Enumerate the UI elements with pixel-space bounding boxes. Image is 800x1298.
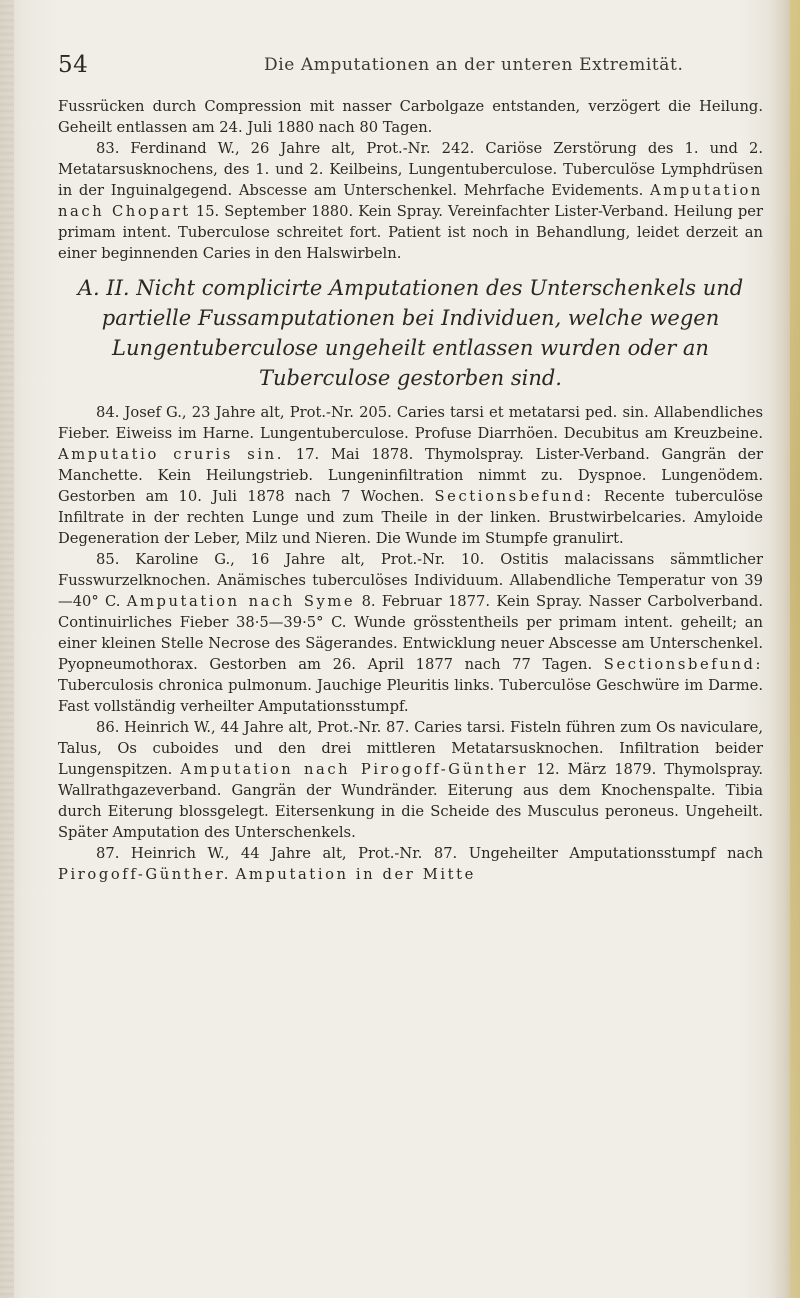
- case-86: [58, 717, 763, 843]
- page-header: [0, 52, 800, 82]
- case-85-text-c: Tuberculosis chronica pulmonum. Jauchige Pleuritis links. Tuberculöse Geschwüre im Darme. Fast vollständig verheilter Amputationsstumpf.: [58, 677, 763, 715]
- case-84: [58, 402, 763, 549]
- case-86-operation: Amputation nach Pirogoff-Günther: [180, 761, 529, 778]
- page-edge-discoloration: [790, 0, 800, 1298]
- page-binding-shadow: [0, 0, 14, 1298]
- running-title: Die Amputationen an der unteren Extremität.: [264, 55, 684, 75]
- case-87-text-a: 87. Heinrich W., 44 Jahre alt, Prot.-Nr. 87. Ungeheilter Amputationsstumpf nach: [96, 845, 763, 862]
- case-86-text-a: 86. Heinrich W., 44 Jahre alt, Prot.-Nr. 87. Caries tarsi. Fisteln führen zum Os naviculare, Talus, Os cuboides und den drei mittleren Metatarsusknochen. Infiltration beider Lungenspitzen.: [58, 719, 763, 778]
- case-83-text-b: 15. September 1880. Kein Spray. Vereinfachter Lister-Verband. Heilung per primam intent. Tuberculose schreitet fort. Patient ist noch in Behandlung, leidet derzeit an einer beginnenden Caries in den Halswirbeln.: [58, 203, 763, 262]
- section-heading: A. II. Nicht complicirte Amputationen des Unterschenkels und partielle Fussamputationen bei Individuen, welche wegen Lungentuberculose ungeheilt entlassen wurden oder an Tuberculose gestorben sind.: [77, 276, 744, 390]
- case-84-section-label: Sectionsbefund:: [434, 488, 594, 505]
- case-83: [58, 138, 763, 264]
- case-87-operation: Amputation in der Mitte: [235, 866, 476, 883]
- case-87: [58, 843, 763, 885]
- case-85-text-a: 85. Karoline G., 16 Jahre alt, Prot.-Nr. 10. Ostitis malacissans sämmtlicher Fusswurzelknochen. Anämisches tuberculöses Individuum. Allabendliche Temperatur von 39—40° C.: [58, 551, 763, 610]
- paragraph-continued-text: Fussrücken durch Compression mit nasser Carbolgaze entstanden, verzögert die Heilung. Geheilt entlassen am 24. Juli 1880 nach 80 Tagen.: [58, 98, 763, 136]
- page-number: 54: [58, 52, 89, 78]
- paragraph-continued: [58, 96, 763, 138]
- case-87-method: Pirogoff-Günther.: [58, 866, 231, 883]
- case-84-text-a: 84. Josef G., 23 Jahre alt, Prot.-Nr. 205. Caries tarsi et metatarsi ped. sin. Allabendliches Fieber. Eiweiss im Harne. Lungentuberculose. Profuse Diarrhöen. Decubitus am Kreuzbeine.: [58, 404, 763, 442]
- page-body: [58, 96, 763, 885]
- case-84-operation: Amputatio cruris sin.: [58, 446, 284, 463]
- case-86-text-b: 12. März 1879. Thymolspray. Wallrathgazeverband. Gangrän der Wundränder. Eiterung aus dem Knochenspalte. Tibia durch Eiterung blossgelegt. Eitersenkung in die Scheide des Musculus peroneus. Ungeheilt. Später Amputation des Unterschenkels.: [58, 761, 764, 841]
- case-85-operation: Amputation nach Syme: [126, 593, 356, 610]
- case-85-text-b: 8. Februar 1877. Kein Spray. Nasser Carbolverband. Continuirliches Fieber 38·5—39·5° C. Wunde grösstentheils per primam intent. geheilt; an einer kleinen Stelle Necrose des Sägerandes. Entwicklung neuer Abscesse am Unterschenkel. Pyopneumothorax. Gestorben am 26. April 1877 nach 77 Tagen.: [58, 593, 764, 673]
- case-85: [58, 549, 763, 717]
- case-84-text-c: Recente tuberculöse Infiltrate in der rechten Lunge und zum Theile in der linken. Brustwirbelcaries. Amyloide Degeneration der Leber, Milz und Nieren. Die Wunde im Stumpfe granulirt.: [58, 488, 763, 547]
- case-83-text-a: 83. Ferdinand W., 26 Jahre alt, Prot.-Nr. 242. Cariöse Zerstörung des 1. und 2. Metatarsusknochens, des 1. und 2. Keilbeins, Lungentuberculose. Tuberculöse Lymphdrüsen in der Inguinalgegend. Abscesse am Unterschenkel. Mehrfache Evidements.: [58, 140, 763, 199]
- case-84-text-b: 17. Mai 1878. Thymolspray. Lister-Verband. Gangrän der Manchette. Kein Heilungstrieb. Lungeninfiltration nimmt zu. Dyspnoe. Lungenödem. Gestorben am 10. Juli 1878 nach 7 Wochen.: [58, 446, 764, 505]
- case-85-section-label: Sectionsbefund:: [603, 656, 763, 673]
- case-83-operation: Amputation nach Chopart: [58, 182, 763, 220]
